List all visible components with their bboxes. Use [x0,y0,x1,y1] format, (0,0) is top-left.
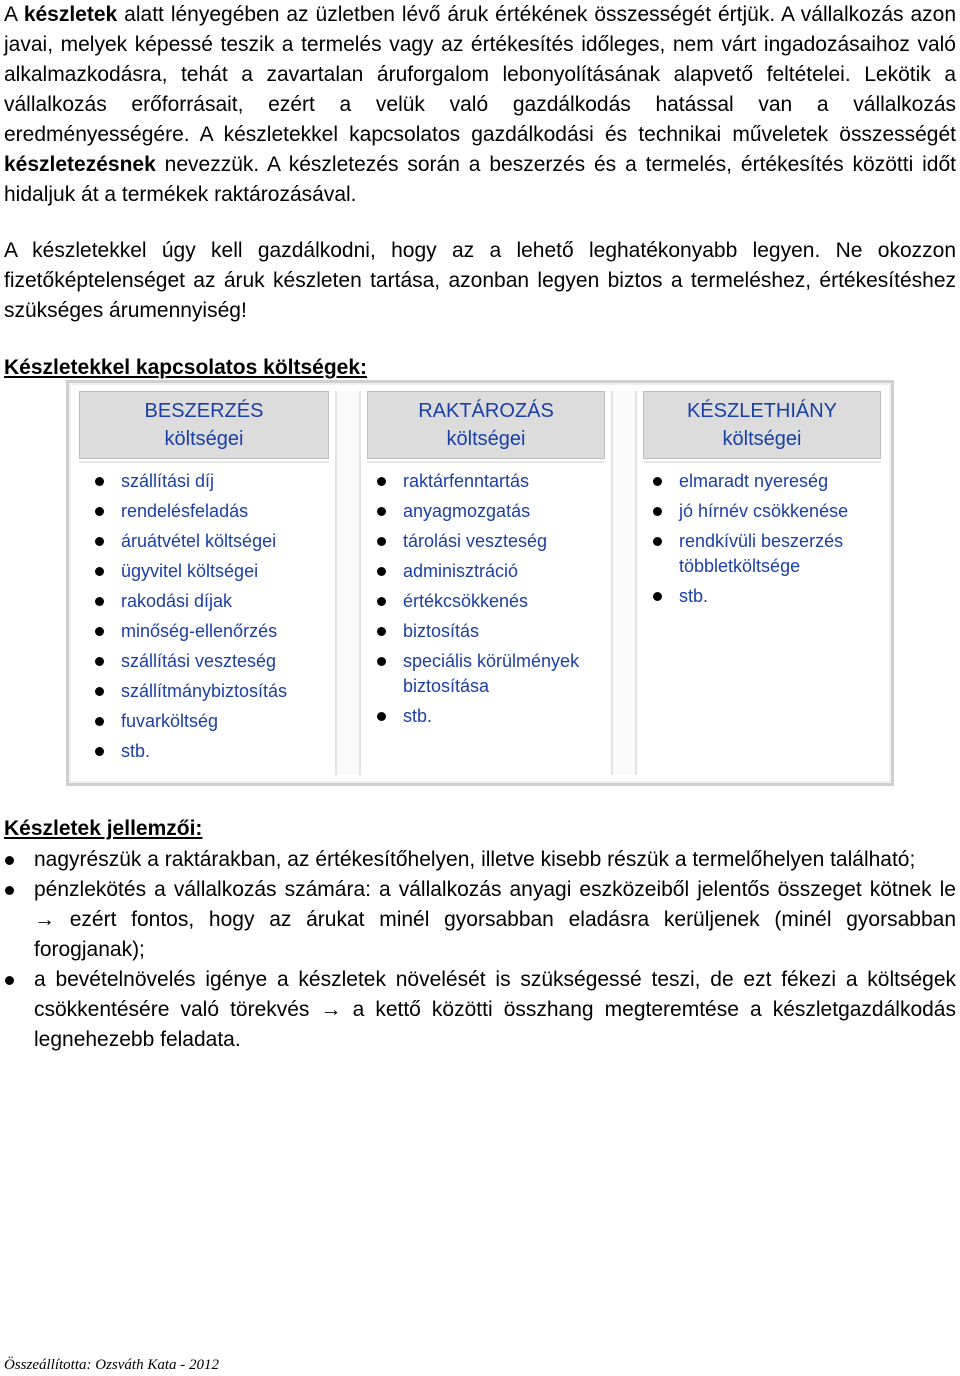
costs-column-procurement [73,383,335,783]
list-item: jó hírnév csökkenése [647,499,881,524]
list-item: speciális körülmények biztosítása [371,649,583,699]
costs-column-shortage [637,383,887,783]
column-subtitle: költségei [722,428,802,450]
intro-paragraph-2: A készletekkel úgy kell gazdálkodni, hogy az a lehető leghatékonyabb legyen. Ne okozzon fizetőképtelenséget az áruk készleten tartása, azonban legyen biztos a termeléshez, értékesítéshez szükséges árumennyiség! [4,239,956,322]
list-item: biztosítás [371,619,605,644]
costs-column-storage [361,383,611,783]
column-title: KÉSZLETHIÁNY [686,400,838,422]
header-separator [643,461,881,463]
header-separator [79,461,329,463]
list-item: a bevételnövelés igénye a készletek növelését is szükségessé teszi, de ezt fékezi a költségek csökkentésére való törekvés → a kettő közötti összhang megteremtése a készletgazdálkodás legnehezebb feladata. [4,965,956,1055]
intro-text: A [4,3,24,26]
list-item: minőség-ellenőrzés [89,619,329,644]
list-item: stb. [647,584,881,609]
list-item: adminisztráció [371,559,605,584]
column-title: RAKTÁROZÁS [418,400,554,422]
costs-table [66,380,894,786]
column-subtitle: költségei [446,428,526,450]
column-header [79,391,329,459]
list-item: szállítási veszteség [89,649,329,674]
list-item: ügyvitel költségei [89,559,329,584]
list-item: pénzlekötés a vállalkozás számára: a vállalkozás anyagi eszközeiből jelentős összeget kötnek le → ezért fontos, hogy az árukat minél gyorsabban eladásra kerüljenek (minél gyorsabban forogjanak); [4,875,956,965]
term-keszletek: készletek [23,3,118,26]
column-divider [611,391,637,775]
list-item: szállítási díj [89,469,329,494]
intro-text: nevezzük. A készletezés során a beszerzés és a termelés, értékesítés közötti időt hidaljuk át a termékek raktározásával. [4,153,956,206]
features-heading: Készletek jellemzői: [4,817,203,840]
list-item: szállítmánybiztosítás [89,679,329,704]
features-list [4,845,956,1055]
column-header [643,391,881,459]
list-item: elmaradt nyereség [647,469,881,494]
intro-text: alatt lényegében az üzletben lévő áruk értékének összességét értjük. A vállalkozás azon javai, melyek képessé teszik a termelés vagy az értékesítés időleges, nem várt ingadozásaihoz való alkalmazkodásra, tehát a zavartalan áruforgalom lebonyolításának alapvető feltételei. Lekötik a vállalkozás erőforrásait, ezért a velük való gazdálkodás hatással van a vállalkozás eredményességére. A készletekkel kapcsolatos gazdálkodási és technikai műveletek összességét [4,3,956,146]
list-item: anyagmozgatás [371,499,605,524]
list-item: stb. [89,739,329,764]
list-item: rendelésfeladás [89,499,329,524]
list-item: fuvarköltség [89,709,329,734]
column-subtitle: költségei [164,428,244,450]
list-item: rendkívüli beszerzés többletköltsége [647,529,849,579]
list-item: raktárfenntartás [371,469,605,494]
list-item: rakodási díjak [89,589,329,614]
list-item: stb. [371,704,605,729]
list-item: nagyrészük a raktárakban, az értékesítőhelyen, illetve kisebb részük a termelőhelyen található; [4,845,956,875]
costs-heading: Készletekkel kapcsolatos költségek: [4,356,368,379]
list-item: áruátvétel költségei [89,529,329,554]
header-separator [367,461,605,463]
column-title: BESZERZÉS [144,400,264,422]
page-footer: Összeállította: Ozsváth Kata - 2012 [4,1357,220,1373]
intro-paragraph-1 [4,0,956,210]
column-divider [335,391,361,775]
column-header [367,391,605,459]
term-keszletezes: készletezésnek [4,153,156,176]
list-item: tárolási veszteség [371,529,605,554]
list-item: értékcsökkenés [371,589,605,614]
